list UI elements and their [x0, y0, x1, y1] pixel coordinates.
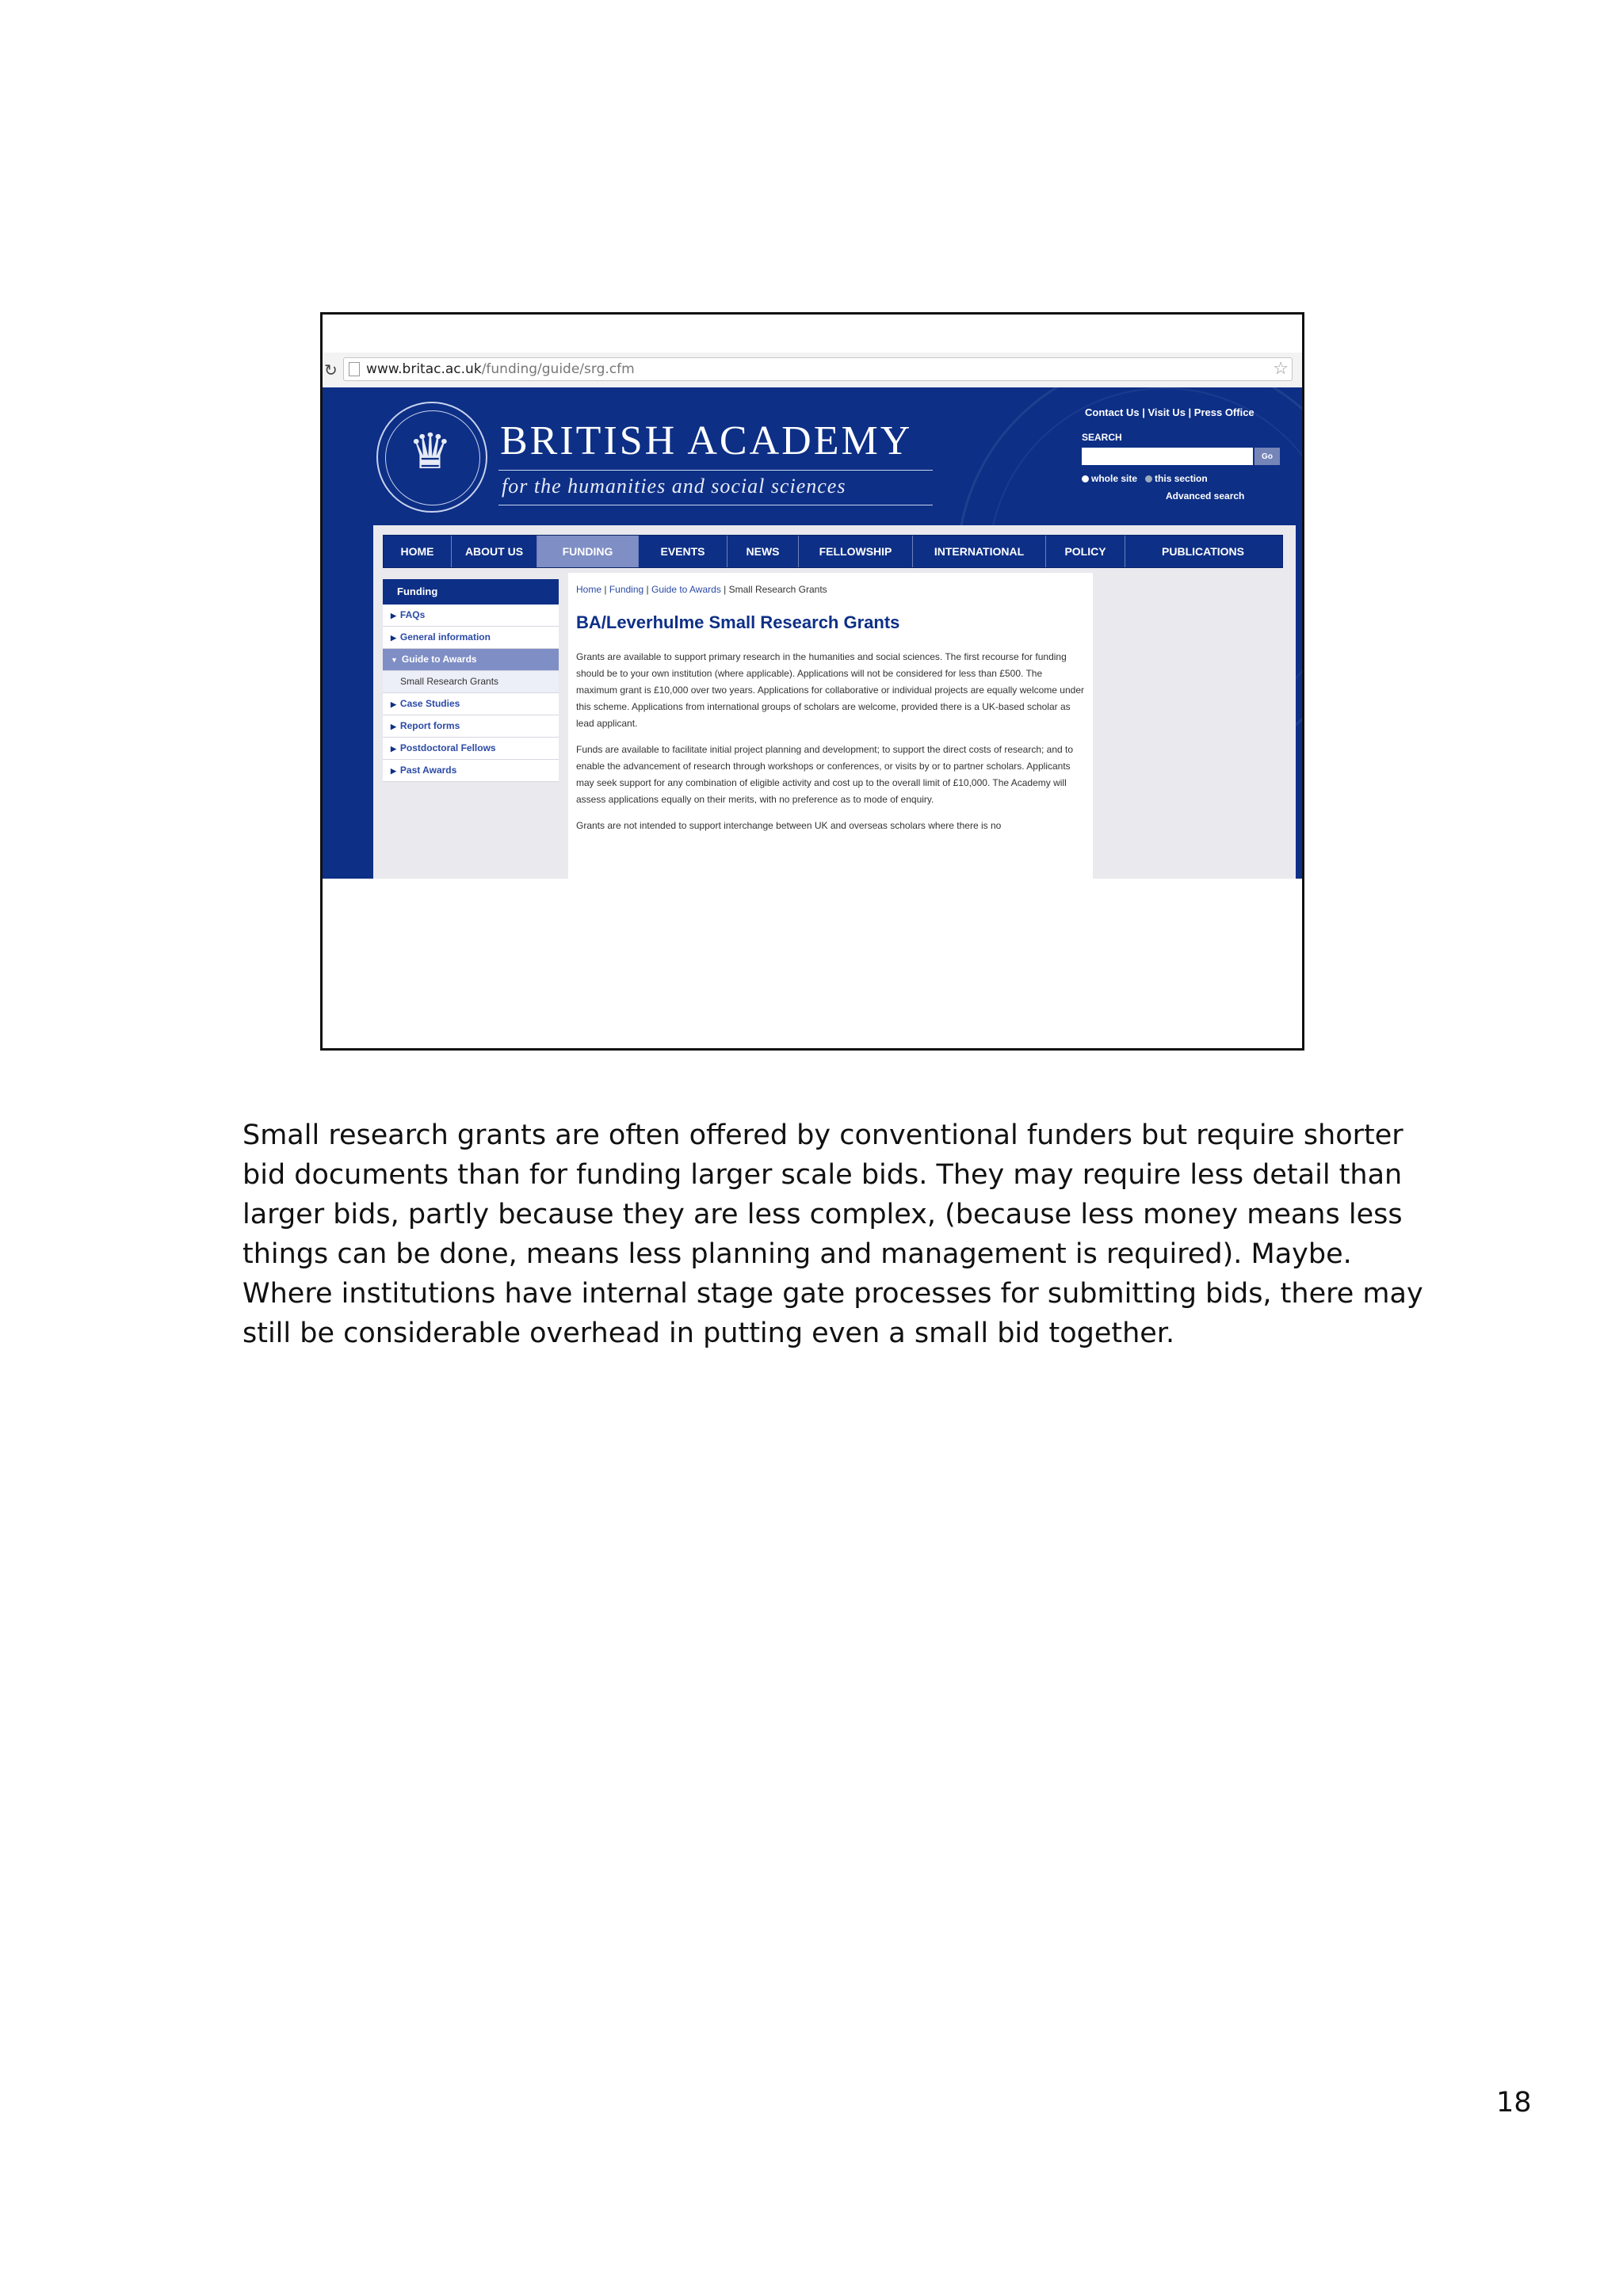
- breadcrumb-funding[interactable]: Funding: [609, 584, 644, 595]
- site-title: BRITISH ACADEMY: [500, 418, 913, 463]
- triangle-right-icon: ▶: [391, 700, 396, 708]
- nav-home[interactable]: HOME: [384, 536, 452, 567]
- title-rule: [498, 470, 933, 471]
- nav-fellowship[interactable]: FELLOWSHIP: [799, 536, 913, 567]
- side-item-case-studies[interactable]: ▶ Case Studies: [383, 693, 559, 715]
- reload-icon[interactable]: ↻: [324, 362, 338, 379]
- triangle-right-icon: ▶: [391, 612, 396, 620]
- triangle-right-icon: ▶: [391, 767, 396, 775]
- nav-policy[interactable]: POLICY: [1046, 536, 1125, 567]
- paragraph-2: Funds are available to facilitate initial project planning and development; to support the direct costs of research; and to enable the advancement of research through workshops or conferences, or visits by or to partner scholars. Applicants may seek support for any combination of eligible activity and cost up to the overall limit of £10,000. The Academy will assess applications equally on their merits, with no preference as to mode of enquiry.: [576, 744, 1074, 805]
- caption-line: things can be done, means less planning and management is required). Maybe.: [242, 1238, 1352, 1270]
- whole-site-radio[interactable]: [1082, 475, 1089, 482]
- url-text: www.britac.ac.uk/funding/guide/srg.cfm: [366, 361, 635, 377]
- this-section-label: this section: [1155, 473, 1208, 484]
- side-item-small-research-grants[interactable]: Small Research Grants: [383, 671, 559, 693]
- side-item-past-awards[interactable]: ▶ Past Awards: [383, 760, 559, 782]
- caption-line: bid documents than for funding larger scale bids. They may require less detail than: [242, 1159, 1403, 1191]
- breadcrumb-home[interactable]: Home: [576, 584, 602, 595]
- side-item-faqs[interactable]: ▶ FAQs: [383, 605, 559, 627]
- slide-caption: [242, 1116, 1423, 1353]
- breadcrumb: Home | Funding | Guide to Awards | Small Research Grants: [576, 584, 827, 595]
- breadcrumb-guide[interactable]: Guide to Awards: [651, 584, 721, 595]
- nav-funding[interactable]: FUNDING: [537, 536, 639, 567]
- triangle-down-icon: ▼: [391, 656, 398, 664]
- whole-site-label: whole site: [1091, 473, 1138, 484]
- british-academy-logo[interactable]: [376, 402, 487, 513]
- search-go-button[interactable]: Go: [1254, 448, 1280, 465]
- caption-line: Small research grants are often offered by conventional funders but require shorter: [242, 1119, 1403, 1151]
- browser-address-bar: [323, 353, 1302, 388]
- side-nav-header[interactable]: Funding: [383, 579, 559, 605]
- nav-publications[interactable]: PUBLICATIONS: [1162, 545, 1244, 558]
- page-title: BA/Leverhulme Small Research Grants: [576, 612, 900, 632]
- nav-international[interactable]: INTERNATIONAL: [913, 536, 1046, 567]
- nav-events[interactable]: EVENTS: [639, 536, 727, 567]
- caption-line: larger bids, partly because they are less complex, (because less money means less: [242, 1199, 1403, 1230]
- this-section-radio[interactable]: [1145, 475, 1152, 482]
- british-academy-site: [323, 387, 1302, 879]
- triangle-right-icon: ▶: [391, 723, 396, 730]
- nav-about-us[interactable]: ABOUT US: [452, 536, 537, 567]
- nav-news[interactable]: NEWS: [727, 536, 799, 567]
- caption-line: Where institutions have internal stage gate processes for submitting bids, there may: [242, 1278, 1423, 1310]
- top-links[interactable]: Contact Us | Visit Us | Press Office: [1085, 406, 1254, 418]
- seated-figure-icon: ♛: [408, 422, 453, 480]
- side-item-guide-to-awards[interactable]: ▼ Guide to Awards: [383, 649, 559, 671]
- triangle-right-icon: ▶: [391, 634, 396, 642]
- triangle-right-icon: ▶: [391, 745, 396, 753]
- search-input[interactable]: [1082, 448, 1253, 465]
- side-nav: [383, 579, 559, 782]
- caption-line: still be considerable overhead in putting even a small bid together.: [242, 1318, 1175, 1349]
- paragraph-3: Grants are not intended to support interchange between UK and overseas scholars where there is no: [576, 820, 1002, 831]
- search-label: SEARCH: [1082, 432, 1122, 443]
- page-number: 18: [1496, 2087, 1532, 2119]
- page-icon: [349, 362, 360, 376]
- side-item-general-information[interactable]: ▶ General information: [383, 627, 559, 649]
- paragraph-1: Grants are available to support primary research in the humanities and social sciences. The first recourse for funding should be to your own institution (where applicable). Applications will not be considered for less than £500. The maximum grant is £10,000 over two years. Applications for collaborative or individual projects are equally welcome under this scheme. Applications from international groups of scholars are welcome, provided there is a UK-based scholar as lead applicant.: [576, 651, 1084, 729]
- breadcrumb-current: Small Research Grants: [728, 584, 827, 595]
- advanced-search-link[interactable]: Advanced search: [1166, 490, 1245, 502]
- site-subtitle: for the humanities and social sciences: [502, 475, 846, 498]
- slide-frame: [320, 312, 1304, 1051]
- url-field[interactable]: [343, 357, 1293, 381]
- side-item-report-forms[interactable]: ▶ Report forms: [383, 715, 559, 738]
- bookmark-star-icon[interactable]: ☆: [1273, 358, 1289, 378]
- main-nav: [383, 535, 1283, 568]
- screenshot: [323, 353, 1302, 879]
- main-content: [568, 573, 1093, 879]
- search-scope: [1082, 473, 1208, 484]
- side-item-postdoctoral-fellows[interactable]: ▶ Postdoctoral Fellows: [383, 738, 559, 760]
